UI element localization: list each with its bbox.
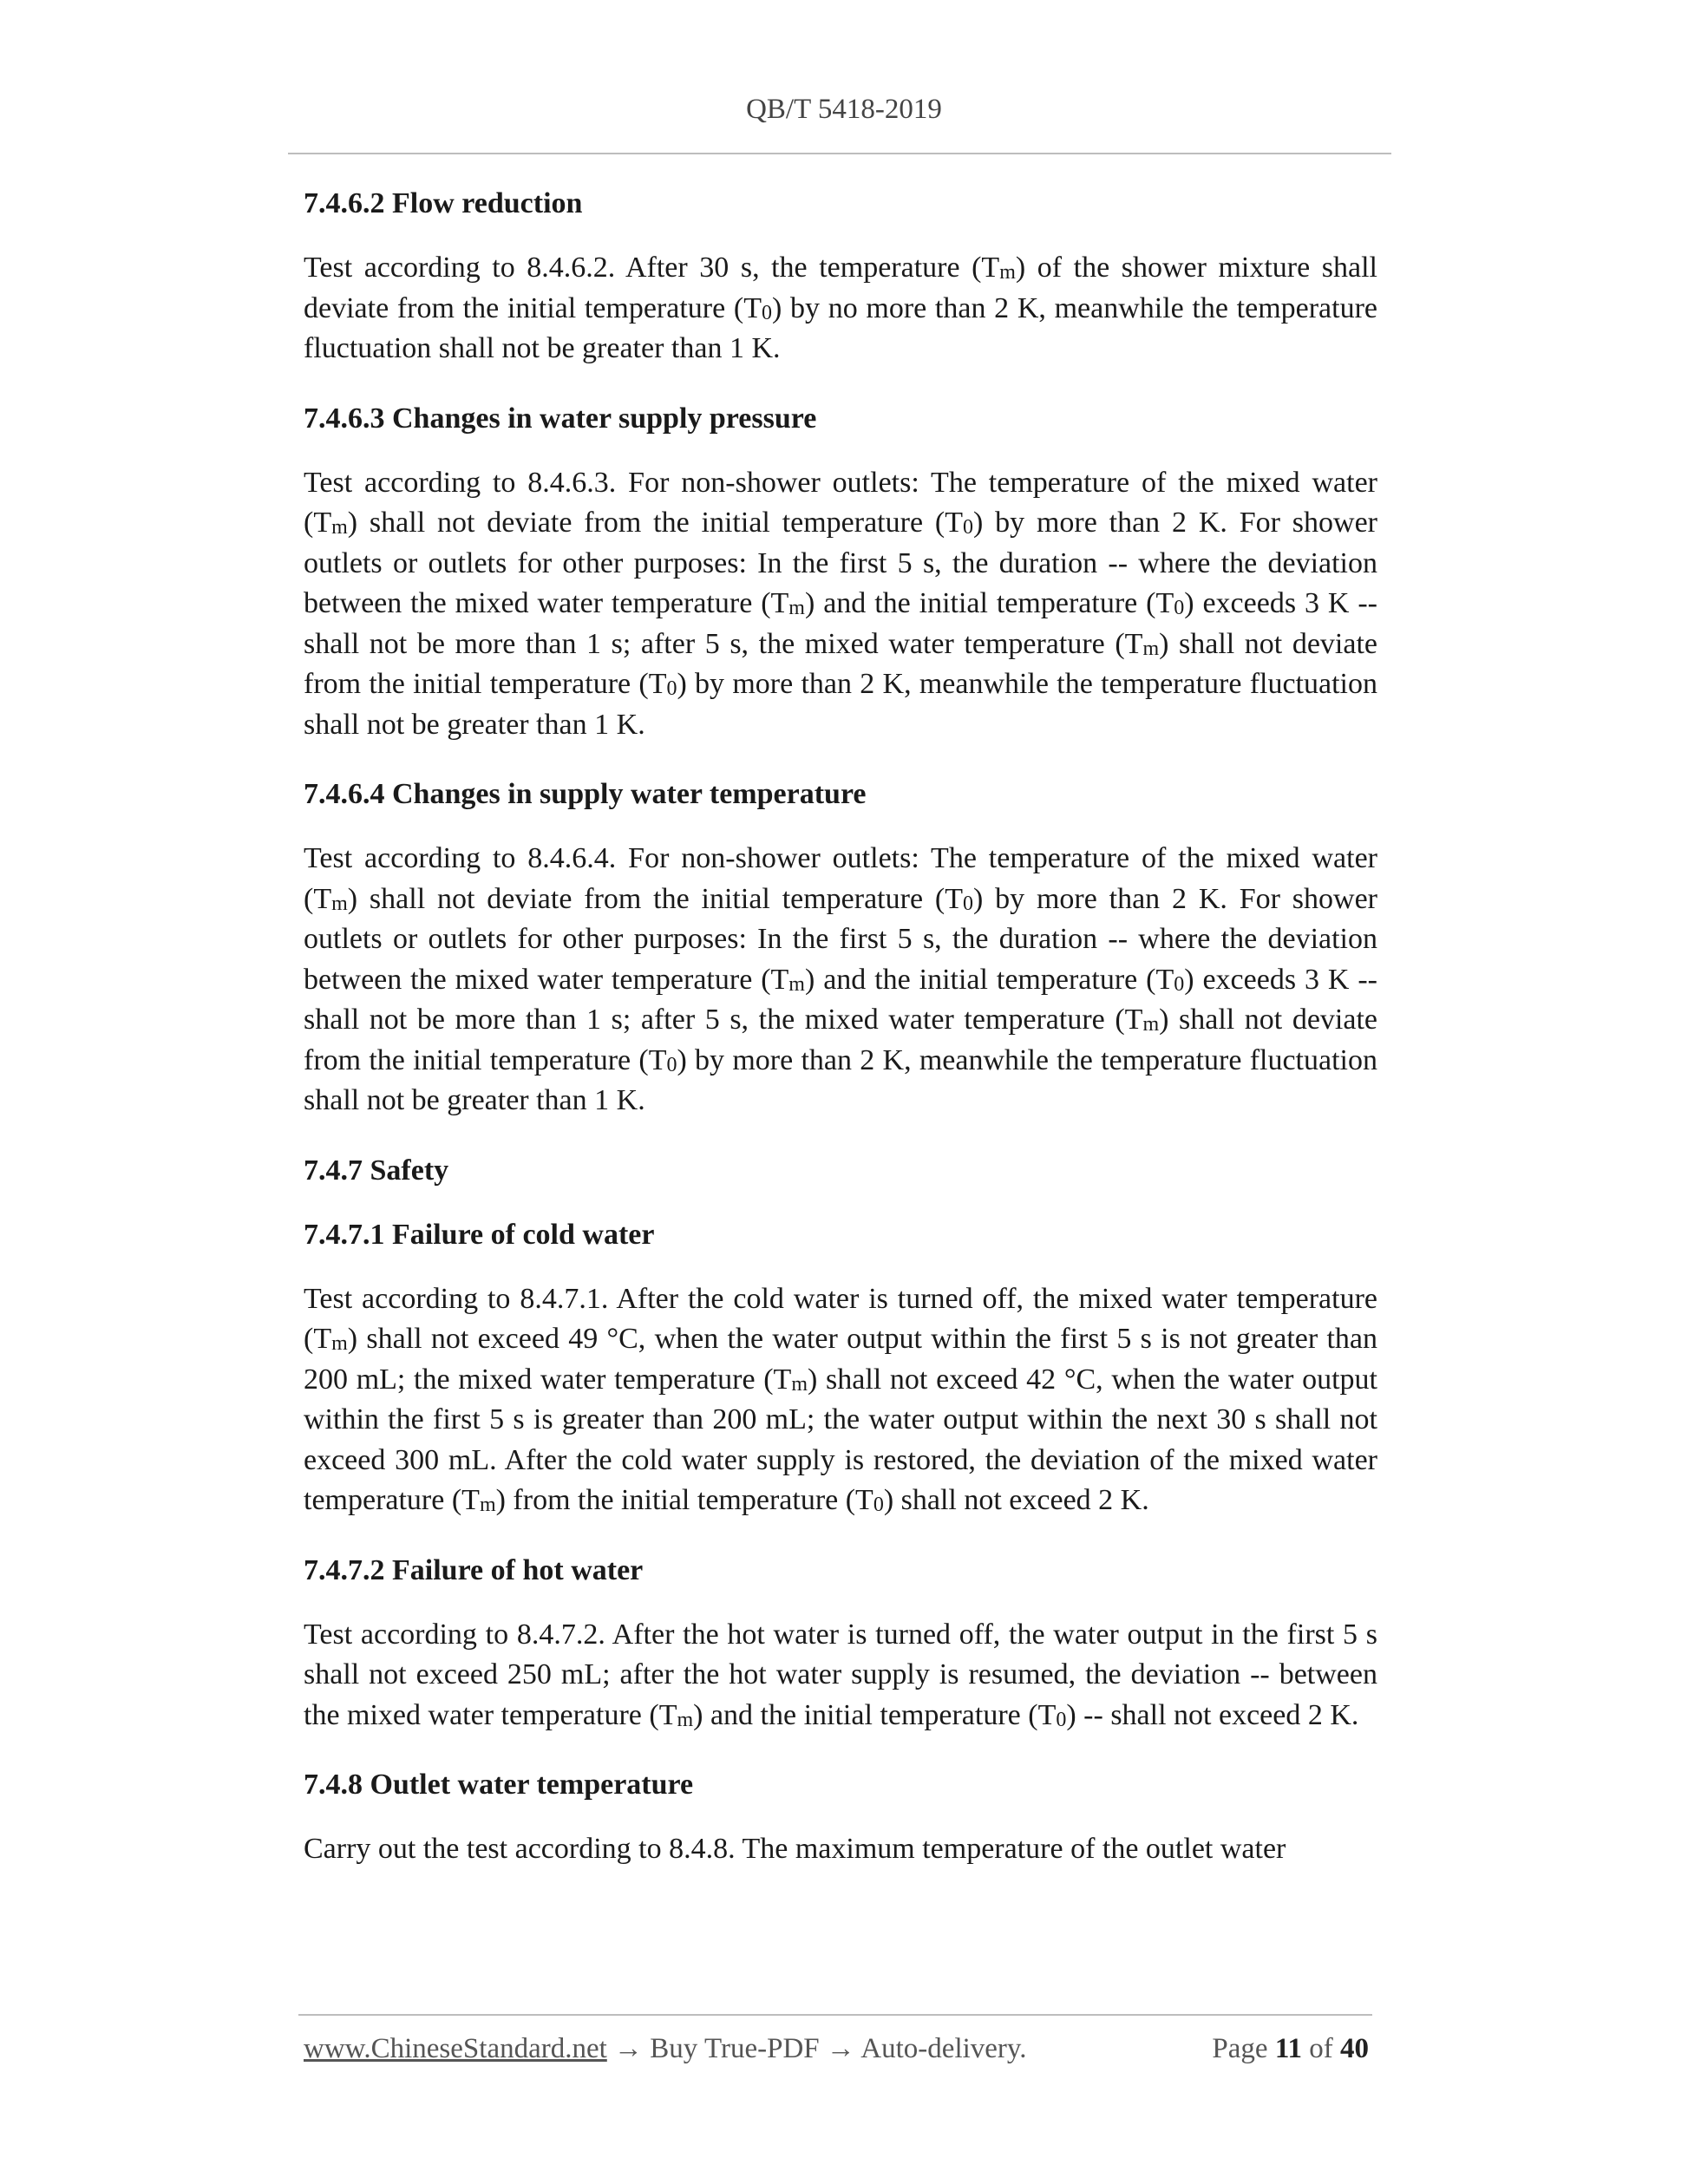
section-body: Test according to 8.4.6.2. After 30 s, the temperature $(T_m)$ of the shower mixture shall deviate from the initial temperature $(T_0)$ by no more than 2 K, meanwhile the temperature fluctuation shall not be greater than 1 K.	[304, 252, 1377, 364]
section-body: Carry out the test according to 8.4.8. The maximum temperature of the outlet water	[304, 1833, 1286, 1865]
header-divider	[288, 153, 1391, 154]
footer-left	[304, 2033, 1027, 2065]
page-indicator: Page 11 of 40	[1212, 2033, 1369, 2064]
section-body: Test according to 8.4.7.2. After the hot water is turned off, the water output in the first 5 s shall not exceed 250 mL; after the hot water supply is resumed, the deviation -- between the mixed water temperature $(T_m)$ and the initial temperature $(T_0)$ -- shall not exceed 2 K.	[304, 1618, 1377, 1731]
page-footer	[304, 2033, 1369, 2065]
section-heading: 7.4.6.4 Changes in supply water temperature	[304, 778, 867, 810]
section-heading: 7.4.7.2 Failure of hot water	[304, 1553, 644, 1586]
section-heading: 7.4.7.1 Failure of cold water	[304, 1218, 655, 1251]
section-heading: 7.4.6.3 Changes in water supply pressure	[304, 402, 817, 435]
section-body: Test according to 8.4.6.3. For non-shower outlets: The temperature of the mixed water $(T_m)$ shall not deviate from the initial temperature $(T_0)$ by more than 2 K. For shower outlets or outlets for other purposes: In the first 5 s, the duration -- where the deviation between the mixed water temperature $(T_m)$ and the initial temperature $(T_0)$ exceeds 3 K -- shall not be more than 1 s; after 5 s, the mixed water temperature $(T_m)$ shall not deviate from the initial temperature $(T_0)$ by more than 2 K, meanwhile the temperature fluctuation shall not be greater than 1 K.	[304, 466, 1378, 741]
footer-divider	[298, 2014, 1372, 2016]
section-heading: 7.4.6.2 Flow reduction	[304, 187, 583, 219]
site-link[interactable]: www.ChineseStandard.net	[304, 2033, 607, 2064]
section-body: Test according to 8.4.6.4. For non-shower outlets: The temperature of the mixed water $(T_m)$ shall not deviate from the initial temperature $(T_0)$ by more than 2 K. For shower outlets or outlets for other purposes: In the first 5 s, the duration -- where the deviation between the mixed water temperature $(T_m)$ and the initial temperature $(T_0)$ exceeds 3 K -- shall not be more than 1 s; after 5 s, the mixed water temperature $(T_m)$ shall not deviate from the initial temperature $(T_0)$ by more than 2 K, meanwhile the temperature fluctuation shall not be greater than 1 K.	[304, 842, 1378, 1116]
footer-tagline: → Buy True-PDF → Auto-delivery.	[606, 2033, 1027, 2064]
current-page: 11	[1274, 2033, 1302, 2064]
section-body: Test according to 8.4.7.1. After the cold water is turned off, the mixed water temperature $(T_m)$ shall not exceed 49 °C, when the water output within the first 5 s is not greater than 200 mL; the mixed water temperature $(T_m)$ shall not exceed 42 °C, when the water output within the first 5 s is greater than 200 mL; the water output within the next 30 s shall not exceed 300 mL. After the cold water supply is restored, the deviation of the mixed water temperature $(T_m)$ from the initial temperature $(T_0)$ shall not exceed 2 K.	[304, 1282, 1377, 1516]
section-heading: 7.4.7 Safety	[304, 1154, 449, 1187]
page-content	[304, 184, 1377, 1900]
section-heading: 7.4.8 Outlet water temperature	[304, 1769, 694, 1801]
document-code: QB/T 5418-2019	[746, 94, 942, 125]
total-pages: 40	[1340, 2033, 1369, 2064]
